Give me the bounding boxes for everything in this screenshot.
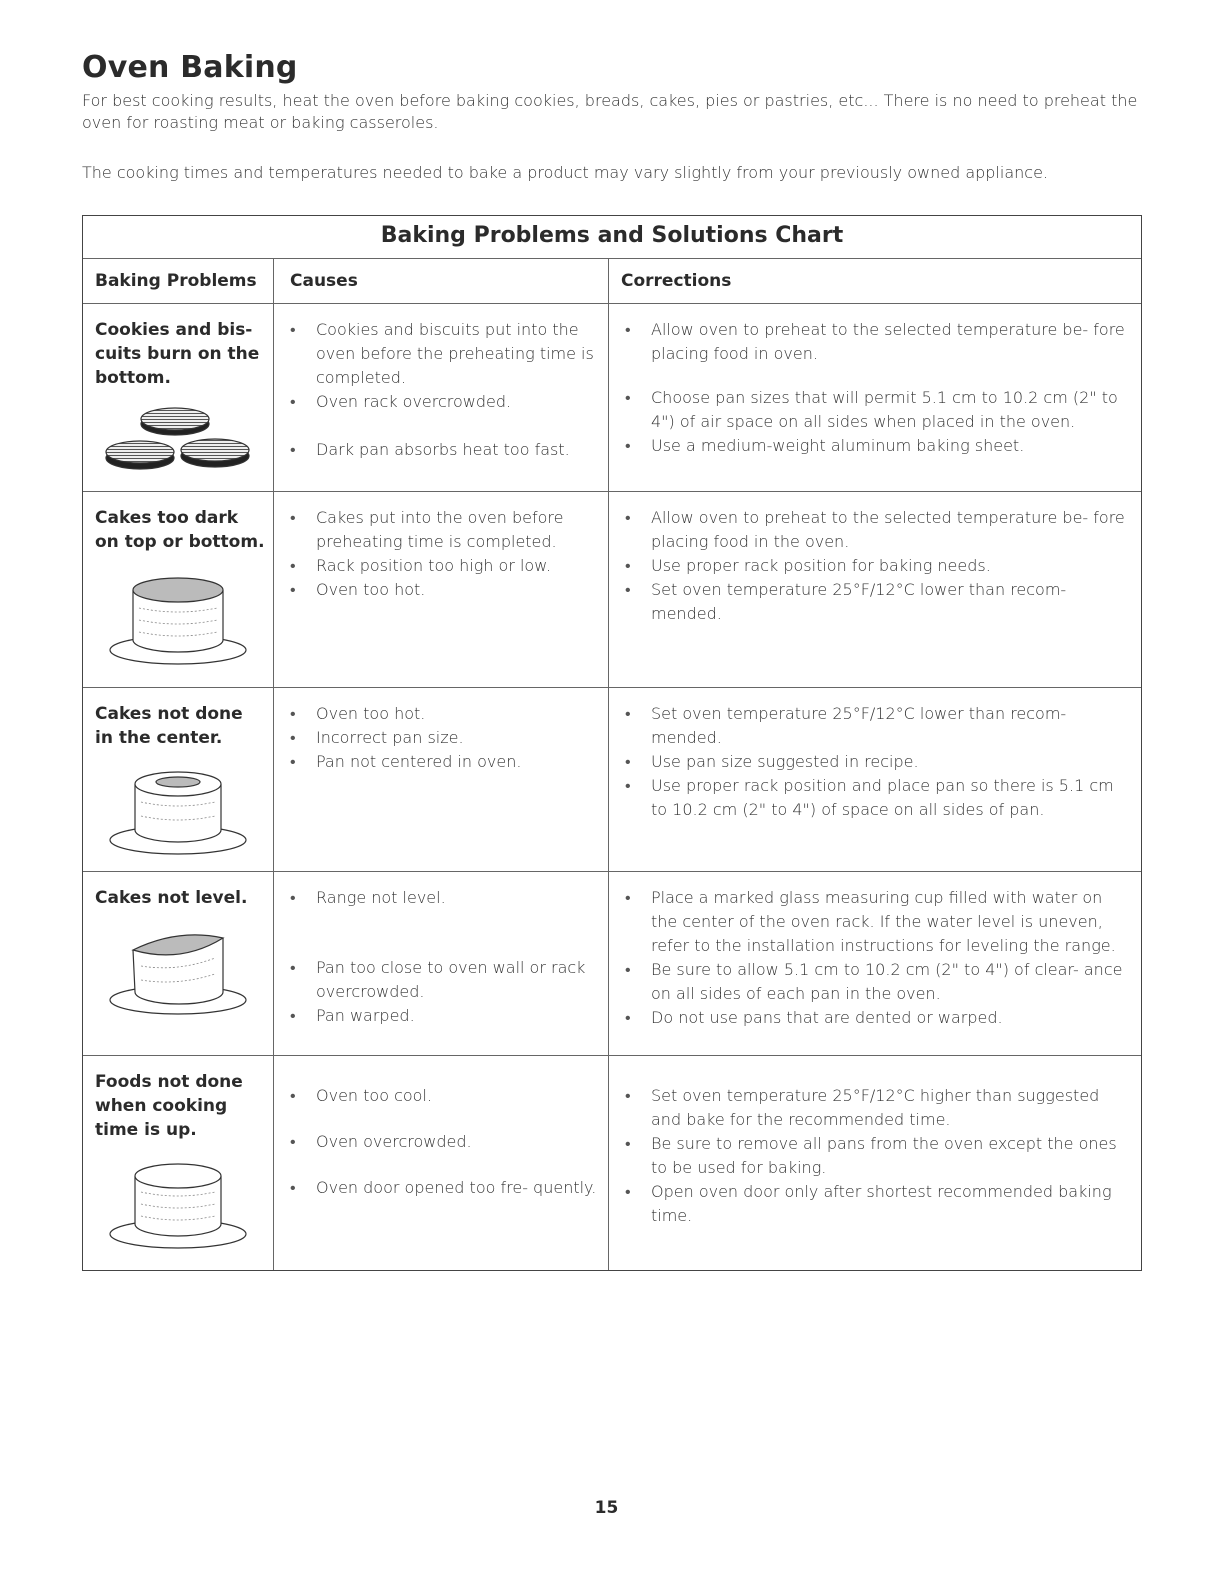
correction-item: • Place a marked glass measuring cup filled with water on the center of the oven rack. If the water level is uneven, refer to the installation instructions for leveling the range. — [621, 886, 1131, 958]
correction-item: • Be sure to allow 5.1 cm to 10.2 cm (2" to 4") of clear- ance on all sides of each pan in the oven. — [621, 958, 1131, 1006]
page-title: Oven Baking — [82, 50, 298, 85]
page-number: 15 — [594, 1498, 619, 1518]
correction-item: • Set oven temperature 25°F/12°C lower than recom- mended. — [621, 702, 1131, 750]
correction-item: • Allow oven to preheat to the selected temperature be- fore placing food in the oven. — [621, 506, 1131, 554]
correction-item: • Use pan size suggested in recipe. — [621, 750, 1131, 774]
causes-cell — [273, 688, 608, 871]
correction-item: • Use proper rack position for baking needs. — [621, 554, 1131, 578]
cake-icon — [103, 572, 253, 672]
cause-item: • Pan too close to oven wall or rack overcrowded. — [286, 956, 598, 1004]
cause-item: • Pan not centered in oven. — [286, 750, 598, 774]
correction-item: • Use proper rack position and place pan so there is 5.1 cm to 10.2 cm (2" to 4") of space on all sides of pan. — [621, 774, 1131, 822]
cause-item: • Pan warped. — [286, 1004, 598, 1028]
intro-note: The cooking times and temperatures needed to bake a product may vary slightly from your previously owned appliance. — [82, 163, 1048, 182]
header-problems: Baking Problems — [83, 258, 273, 304]
tilted-cake-icon — [103, 920, 253, 1020]
corrections-cell — [608, 492, 1141, 687]
header-corrections: Corrections — [608, 258, 1141, 304]
causes-cell — [273, 1056, 608, 1270]
problem-cell — [83, 688, 273, 871]
cause-item: • Rack position too high or low. — [286, 554, 598, 578]
cookies-icon — [103, 400, 253, 480]
correction-item: • Set oven temperature 25°F/12°C higher than suggested and bake for the recommended time. — [621, 1084, 1131, 1132]
table-row — [83, 304, 1141, 492]
problem-text: Cakes not level. — [95, 888, 248, 908]
cause-item: • Incorrect pan size. — [286, 726, 598, 750]
correction-item: • Choose pan sizes that will permit 5.1 cm to 10.2 cm (2" to 4") of air space on all sides when placed in the oven. — [621, 386, 1131, 434]
cause-item: • Oven too hot. — [286, 702, 598, 726]
cause-item: • Oven rack overcrowded. — [286, 390, 598, 414]
problem-text: Cakes not done in the center. — [95, 704, 243, 748]
problem-cell — [83, 1056, 273, 1270]
correction-item: • Allow oven to preheat to the selected temperature be- fore placing food in oven. — [621, 318, 1131, 366]
header-causes: Causes — [273, 258, 608, 304]
correction-item: • Open oven door only after shortest recommended baking time. — [621, 1180, 1131, 1228]
correction-item: • Do not use pans that are dented or warped. — [621, 1006, 1131, 1030]
problem-cell — [83, 492, 273, 687]
corrections-cell — [608, 1056, 1141, 1270]
problem-text: Cookies and bis- cuits burn on the bottom. — [95, 320, 260, 388]
cause-item: • Oven too hot. — [286, 578, 598, 602]
table-row — [83, 1056, 1141, 1270]
causes-cell — [273, 872, 608, 1055]
corrections-cell — [608, 304, 1141, 491]
corrections-cell — [608, 688, 1141, 871]
cause-item: • Oven too cool. — [286, 1084, 598, 1108]
causes-cell — [273, 304, 608, 491]
table-row — [83, 492, 1141, 688]
correction-item: • Be sure to remove all pans from the oven except the ones to be used for baking. — [621, 1132, 1131, 1180]
cake-icon — [103, 762, 253, 862]
table-row — [83, 872, 1141, 1056]
intro-paragraph: For best cooking results, heat the oven before baking cookies, breads, cakes, pies or pastries, etc... There is no need to preheat the oven for roasting meat or baking casseroles. — [82, 91, 1138, 132]
chart-title: Baking Problems and Solutions Chart — [83, 216, 1141, 259]
problem-text: Cakes too dark on top or bottom. — [95, 508, 265, 552]
correction-item: • Set oven temperature 25°F/12°C lower than recom- mended. — [621, 578, 1131, 626]
correction-item: • Use a medium-weight aluminum baking sheet. — [621, 434, 1131, 458]
problem-text: Foods not done when cooking time is up. — [95, 1072, 243, 1140]
problem-cell — [83, 304, 273, 491]
cause-item: • Cakes put into the oven before preheating time is completed. — [286, 506, 598, 554]
problem-cell — [83, 872, 273, 1055]
cause-item: • Cookies and biscuits put into the oven before the preheating time is completed. — [286, 318, 598, 390]
causes-cell — [273, 492, 608, 687]
cause-item: • Oven door opened too fre- quently. — [286, 1176, 598, 1200]
table-row — [83, 688, 1141, 872]
cause-item: • Oven overcrowded. — [286, 1130, 598, 1154]
corrections-cell — [608, 872, 1141, 1055]
cake-icon — [103, 1156, 253, 1256]
cause-item: • Range not level. — [286, 886, 598, 910]
cause-item: • Dark pan absorbs heat too fast. — [286, 438, 598, 462]
baking-problems-chart — [82, 215, 1142, 1271]
